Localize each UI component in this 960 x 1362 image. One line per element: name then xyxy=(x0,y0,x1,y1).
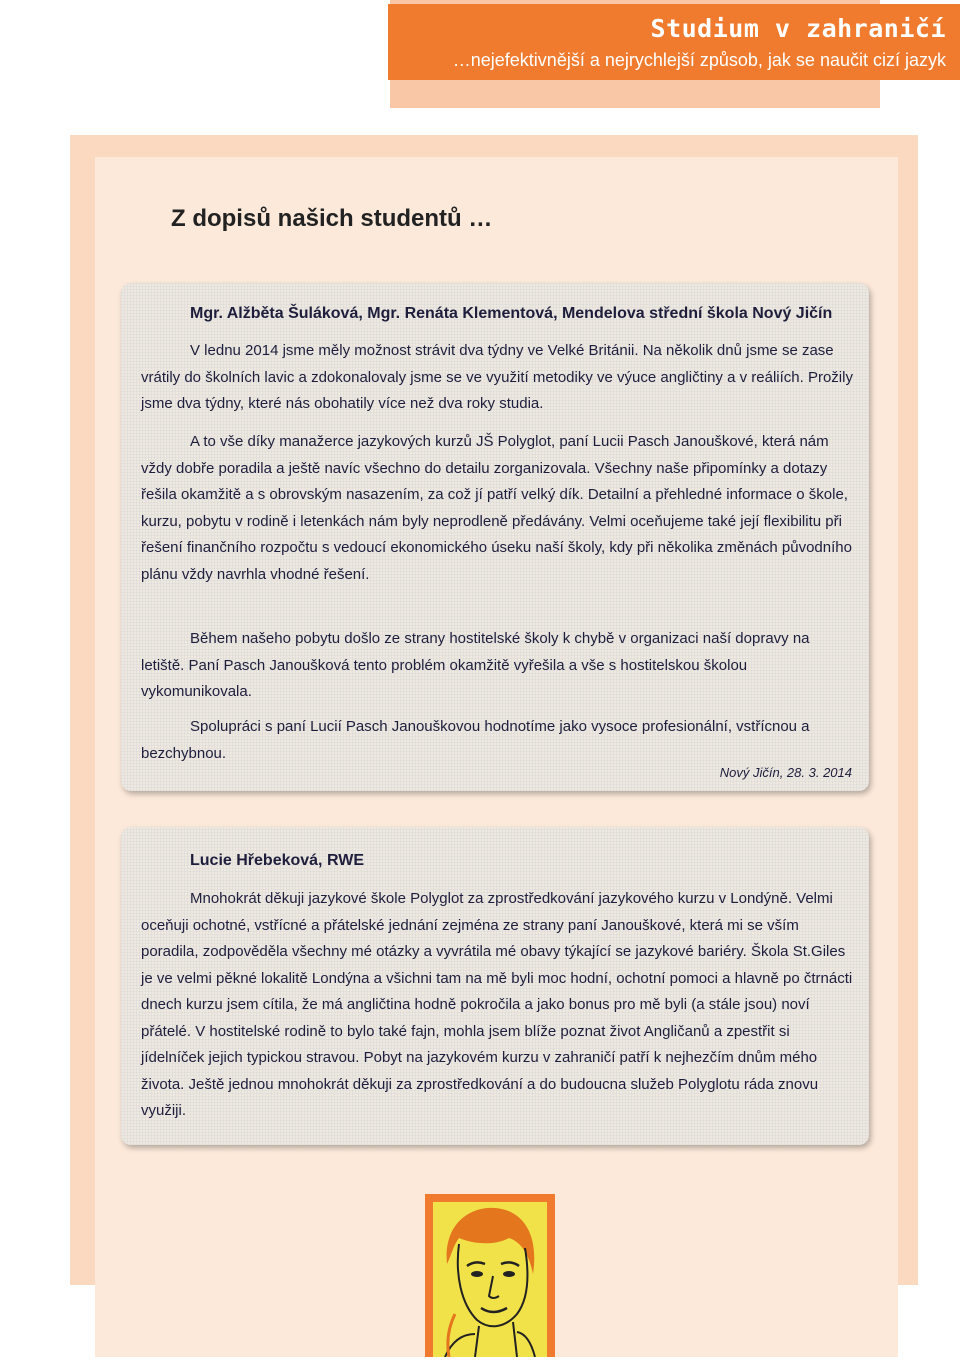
letter-paragraph: Během našeho pobytu došlo ze strany hostitelské školy k chybě v organizaci naší dopravy na letiště. Paní Pasch Janoušková tento problém okamžitě vyřešila a vše s hostitelskou školou vykomunikovala. xyxy=(141,630,810,700)
letter-author: Lucie Hřebeková, RWE xyxy=(190,852,364,869)
letter-paragraph: Spolupráci s paní Lucií Pasch Janouškovou hodnotíme jako vysoce profesionální, vstřícnou a bezchybnou. xyxy=(141,718,810,762)
section-heading: Z dopisů našich studentů … xyxy=(171,205,493,232)
letter-signoff: Nový Jičín, 28. 3. 2014 xyxy=(719,765,852,780)
student-portrait-icon xyxy=(425,1194,555,1357)
letter-card xyxy=(121,283,869,791)
letter-card xyxy=(121,827,869,1145)
letter-paragraph: Mnohokrát děkuji jazykové škole Polyglot za zprostředkování jazykového kurzu v Londýně. Velmi oceňuji ochotné, vstřícné a přátelské jednání zejména ze strany paní Janouškové, která mi se vším poradila, zodpověděla všechny mé otázky a vyvrátila mé obavy týkající se jazykové bariéry. Škola St.Giles je ve velmi pěkné lokalitě Londýna a všichni tam na mě byli moc hodní, ochotní pomoci a hlavně po čtrnácti dnech kurzu jsem cítila, že má angličtina hodně pokročila a jako bonus pro mě byli (a stále jsou) noví přátelé. V hostitelské rodině to bylo také fajn, mohla jsem blíže poznat život Angličanů a zpestřit si jídelníček jejich typickou stravou. Pobyt na jazykovém kurzu v zahraničí patří k nejhezčím dnům mého života. Ještě jednou mnohokrát děkuji za zprostředkování a do budoucna služeb Polyglotu ráda znovu využiji. xyxy=(141,890,853,1119)
portrait-drawing xyxy=(425,1194,555,1357)
letter-author: Mgr. Alžběta Šuláková, Mgr. Renáta Klementová, Mendelova střední škola Nový Jičín xyxy=(190,305,833,322)
header-banner xyxy=(388,4,960,80)
header-subtitle: …nejefektivnější a nejrychlejší způsob, jak se naučit cizí jazyk xyxy=(452,50,946,70)
letter-paragraph: V lednu 2014 jsme měly možnost strávit dva týdny ve Velké Británii. Na několik dnů jsme se zase vrátily do školních lavic a zdokonalovaly jsme se ve využití metodiky ve výuce angličtiny a v reáliích. Prožily jsme dva týdny, které nás obohatily více než dva roky studia. xyxy=(141,342,853,412)
letter-paragraph: A to vše díky manažerce jazykových kurzů JŠ Polyglot, paní Lucii Pasch Janouškové, která nám vždy dobře poradila a ještě navíc všechno do detailu zorganizovala. Všechny naše připomínky a dotazy řešila okamžitě a s obrovským nasazením, za což jí patří velký dík. Detailní a přehledné informace o škole, kurzu, pobytu v rodině i letenkách nám byly neprodleně předávány. Velmi oceňujeme také její flexibilitu při řešení finančního rozpočtu s vedoucí ekonomického úseku naší školy, kdy při několika změnách původního plánu vždy navrhla vhodné řešení. xyxy=(141,433,852,583)
header-title: Studium v zahraničí xyxy=(650,14,946,43)
